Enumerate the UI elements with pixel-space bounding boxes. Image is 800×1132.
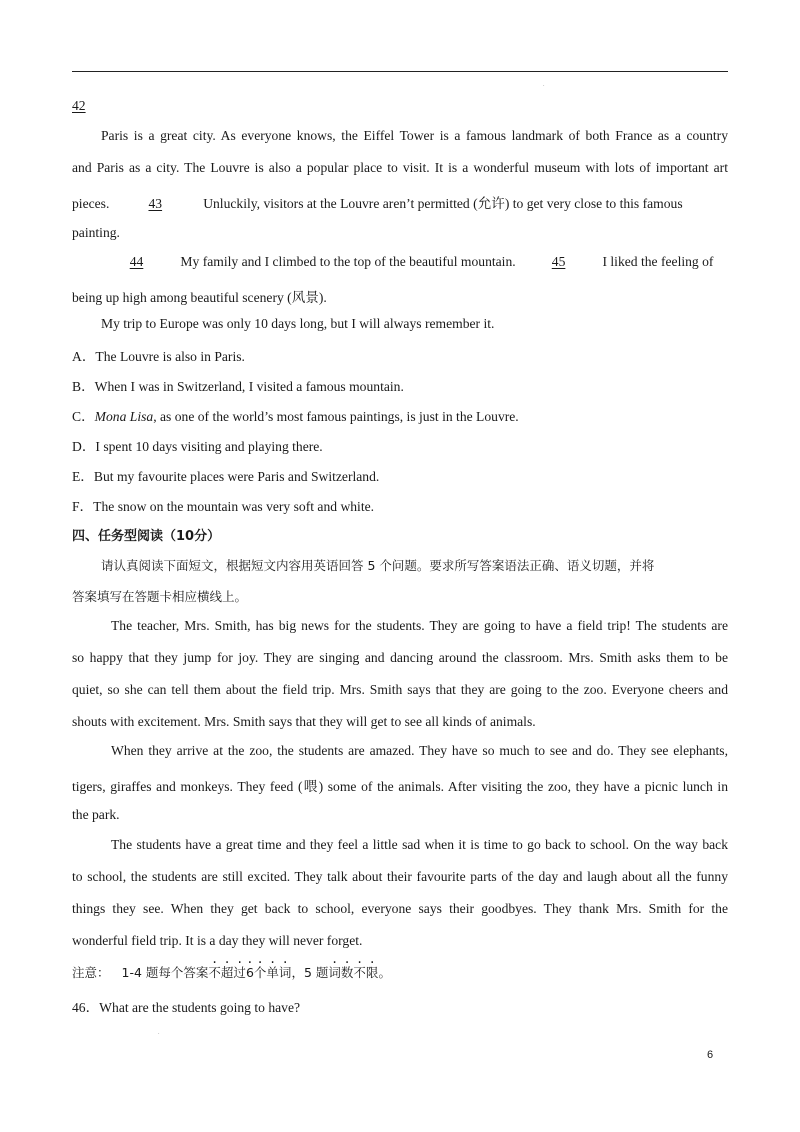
emphasis-char: 词: [328, 965, 341, 980]
reading-line: shouts with excitement. Mrs. Smith says that they will get to see all kinds of animals.: [72, 714, 536, 729]
reading-line: The students have a great time and they feel a little sad when it is time to go back to school. On the way back: [111, 837, 728, 852]
reading-line: When they arrive at the zoo, the students are amazed. They have so much to see and do. They see elephants,: [111, 743, 728, 758]
reading-line: the park.: [72, 807, 120, 822]
emphasis-char: 个: [253, 965, 267, 980]
passage-line: 44 My family and I climbed to the top of the beautiful mountain. 45 I liked the feeling of: [72, 254, 728, 270]
question-46: 46．What are the students going to have?: [72, 1000, 301, 1015]
emphasis-char: 不: [353, 965, 366, 980]
option-d: D．I spent 10 days visiting and playing there.: [72, 439, 323, 454]
emphasis-char: 词: [278, 965, 292, 980]
reading-line: so happy that they jump for joy. They are singing and dancing around the classroom. Mrs. Smith asks them to be: [72, 650, 728, 665]
document-page: [72, 0, 728, 1132]
passage-line: pieces. 43 Unluckily, visitors at the Louvre aren’t permitted (允许) to get very close to this famous: [72, 196, 683, 211]
passage-line: My trip to Europe was only 10 days long, but I will always remember it.: [101, 316, 495, 331]
option-a: A．The Louvre is also in Paris.: [72, 349, 245, 364]
instruction-line: 请认真阅读下面短文，根据短文内容用英语回答 5 个问题。要求所写答案语法正确、语义切题，并将: [101, 558, 655, 573]
emphasis-char: 超: [220, 965, 234, 980]
emphasis-char: 不: [208, 965, 221, 980]
option-c: C．Mona Lisa, as one of the world’s most famous paintings, is just in the Louvre.: [72, 409, 519, 424]
reading-line: wonderful field trip. It is a day they will never forget.: [72, 933, 363, 948]
emphasis-dotted-text: [208, 965, 291, 980]
blank-44: 44: [129, 254, 144, 269]
reading-line: quiet, so she can tell them about the field trip. Mrs. Smith says that they are going to the zoo. Everyone cheers and: [72, 682, 728, 697]
passage-line: painting.: [72, 225, 120, 240]
blank-43: 43: [148, 196, 163, 211]
reading-line: to school, the students are still excited. They talk about their favourite parts of the day and laugh about all the funny: [72, 869, 728, 884]
scan-speck: .: [543, 82, 545, 88]
reading-line: The teacher, Mrs. Smith, has big news for the students. They are going to have a field trip! The students are: [111, 618, 728, 633]
emphasis-char: 单: [266, 965, 279, 980]
emphasis-char: · 6: [246, 965, 254, 980]
option-f: F．The snow on the mountain was very soft and white.: [72, 499, 375, 514]
passage-line: being up high among beautiful scenery (风景).: [72, 290, 327, 305]
page-number: 6: [707, 1049, 714, 1061]
emphasis-dotted-text: [328, 965, 378, 980]
section-heading: 四、任务型阅读（10分）: [72, 529, 221, 544]
emphasis-char: 过: [233, 965, 246, 980]
emphasis-char: 数: [340, 965, 354, 980]
reading-line: tigers, giraffes and monkeys. They feed (喂) some of the animals. After visiting the zoo, they have a picnic lunch in: [72, 779, 728, 794]
option-b: B．When I was in Switzerland, I visited a famous mountain.: [72, 379, 404, 394]
note-line: 注意： 1-4 题每个答案不超过· 6个单词，5 题词数不限。: [72, 963, 728, 981]
passage-line: and Paris as a city. The Louvre is also a popular place to visit. It is a wonderful museum with lots of important art: [72, 160, 728, 175]
instruction-line: 答案填写在答题卡相应横线上。: [72, 589, 248, 604]
blank-45: 45: [551, 254, 566, 269]
option-e: E．But my favourite places were Paris and Switzerland.: [72, 469, 380, 484]
scan-speck: .: [158, 1030, 160, 1036]
emphasis-char: 限: [365, 965, 379, 980]
question-42-blank: 42: [72, 98, 86, 113]
reading-line: things they see. When they get back to school, everyone says their goodbyes. They thank Mrs. Smith for the: [72, 901, 728, 916]
passage-line: Paris is a great city. As everyone knows, the Eiffel Tower is a famous landmark of both France as a country: [101, 128, 728, 143]
